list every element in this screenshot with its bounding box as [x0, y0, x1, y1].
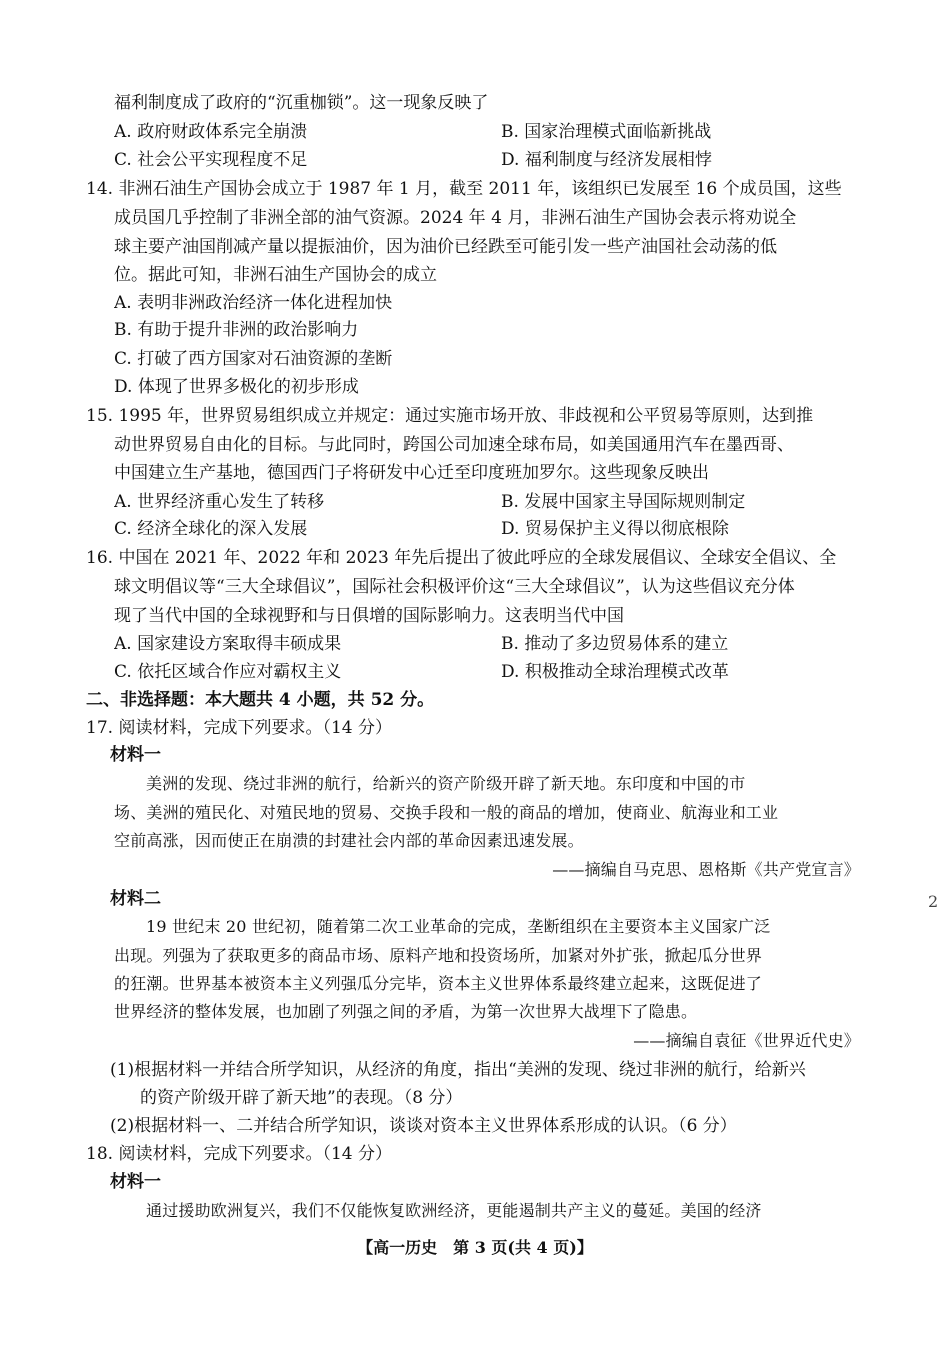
q13-stem-tail: 福利制度成了政府的“沉重枷锁”。这一现象反映了: [114, 93, 489, 113]
q13-option-b: B. 国家治理模式面临新挑战: [501, 122, 712, 142]
q17-material-1-title: 材料一: [110, 745, 161, 765]
q17-material-2-source: ——摘编自袁征《世界近代史》: [633, 1031, 860, 1050]
q14-option-b: B. 有助于提升非洲的政治影响力: [114, 320, 359, 340]
q15-option-b: B. 发展中国家主导国际规则制定: [501, 492, 746, 512]
q17-material-2-line-2: 出现。列强为了获取更多的商品市场、原料产地和投资场所，加紧对外扩张，掀起瓜分世界: [114, 946, 763, 965]
q14-stem-line-2: 成员国几乎控制了非洲全部的油气资源。2024 年 4 月，非洲石油生产国协会表示将劝说全: [114, 208, 797, 228]
q15-option-a: A. 世界经济重心发生了转移: [114, 492, 325, 512]
q13-option-c: C. 社会公平实现程度不足: [114, 150, 308, 170]
q16-stem-line-1: 16. 中国在 2021 年、2022 年和 2023 年先后提出了彼此呼应的全球发展倡议、全球安全倡议、全: [86, 548, 837, 568]
q14-option-d: D. 体现了世界多极化的初步形成: [114, 377, 359, 397]
q16-option-b: B. 推动了多边贸易体系的建立: [501, 634, 729, 654]
q17-subquestion-1-line-1: (1)根据材料一并结合所学知识，从经济的角度，指出“美洲的发现、绕过非洲的航行，给新兴: [110, 1060, 806, 1080]
q14-stem-line-1: 14. 非洲石油生产国协会成立于 1987 年 1 月，截至 2011 年，该组织已发展至 16 个成员国，这些: [86, 179, 842, 199]
q18-heading: 18. 阅读材料，完成下列要求。（14 分）: [86, 1144, 392, 1164]
q16-option-c: C. 依托区域合作应对霸权主义: [114, 662, 342, 682]
q14-stem-line-4: 位。据此可知，非洲石油生产国协会的成立: [114, 265, 437, 285]
q15-option-d: D. 贸易保护主义得以彻底根除: [501, 519, 729, 539]
q17-material-1-line-3: 空前高涨，因而使正在崩溃的封建社会内部的革命因素迅速发展。: [114, 831, 584, 850]
q18-material-1-line-1: 通过援助欧洲复兴，我们不仅能恢复欧洲经济，更能遏制共产主义的蔓延。美国的经济: [146, 1201, 762, 1220]
q17-material-2-title: 材料二: [110, 889, 161, 909]
q18-material-1-title: 材料一: [110, 1172, 161, 1192]
q17-material-1-line-1: 美洲的发现、绕过非洲的航行，给新兴的资产阶级开辟了新天地。东印度和中国的市: [146, 774, 746, 793]
q16-stem-line-3: 现了当代中国的全球视野和与日俱增的国际影响力。这表明当代中国: [114, 606, 624, 626]
q17-material-2-line-3: 的狂潮。世界基本被资本主义列强瓜分完毕，资本主义世界体系最终建立起来，这既促进了: [114, 974, 763, 993]
section-heading: 二、非选择题：本大题共 4 小题，共 52 分。: [86, 690, 435, 710]
q17-subquestion-2: (2)根据材料一、二并结合所学知识，谈谈对资本主义世界体系形成的认识。（6 分）: [110, 1116, 737, 1136]
q15-option-c: C. 经济全球化的深入发展: [114, 519, 308, 539]
q17-subquestion-1-line-2: 的资产阶级开辟了新天地”的表现。（8 分）: [140, 1088, 463, 1108]
q16-option-d: D. 积极推动全球治理模式改革: [501, 662, 729, 682]
q15-stem-line-1: 15. 1995 年，世界贸易组织成立并规定：通过实施市场开放、非歧视和公平贸易等原则，达到推: [86, 406, 814, 426]
q14-stem-line-3: 球主要产油国削减产量以提振油价，因为油价已经跌至可能引发一些产油国社会动荡的低: [114, 237, 777, 257]
q17-material-1-line-2: 场、美洲的殖民化、对殖民地的贸易、交换手段和一般的商品的增加，使商业、航海业和工业: [114, 803, 779, 822]
q13-option-d: D. 福利制度与经济发展相悖: [501, 150, 712, 170]
q16-option-a: A. 国家建设方案取得丰硕成果: [114, 634, 342, 654]
q13-option-a: A. 政府财政体系完全崩溃: [114, 122, 308, 142]
q17-material-2-line-1: 19 世纪末 20 世纪初，随着第二次工业革命的完成，垄断组织在主要资本主义国家广泛: [146, 917, 771, 936]
q17-heading: 17. 阅读材料，完成下列要求。（14 分）: [86, 718, 392, 738]
q15-stem-line-3: 中国建立生产基地，德国西门子将研发中心迁至印度班加罗尔。这些现象反映出: [114, 463, 709, 483]
q17-material-2-line-4: 世界经济的整体发展，也加剧了列强之间的矛盾，为第一次世界大战埋下了隐患。: [114, 1002, 698, 1021]
q14-option-a: A. 表明非洲政治经济一体化进程加快: [114, 293, 393, 313]
page-footer: 【高一历史 第 3 页(共 4 页)】: [357, 1238, 593, 1257]
q15-stem-line-2: 动世界贸易自由化的目标。与此同时，跨国公司加速全球布局，如美国通用汽车在墨西哥、: [114, 435, 794, 455]
margin-page-mark: 2: [928, 892, 939, 911]
q16-stem-line-2: 球文明倡议等“三大全球倡议”，国际社会积极评价这“三大全球倡议”，认为这些倡议充分体: [114, 577, 795, 597]
q17-material-1-source: ——摘编自马克思、恩格斯《共产党宣言》: [552, 860, 860, 879]
q14-option-c: C. 打破了西方国家对石油资源的垄断: [114, 349, 393, 369]
